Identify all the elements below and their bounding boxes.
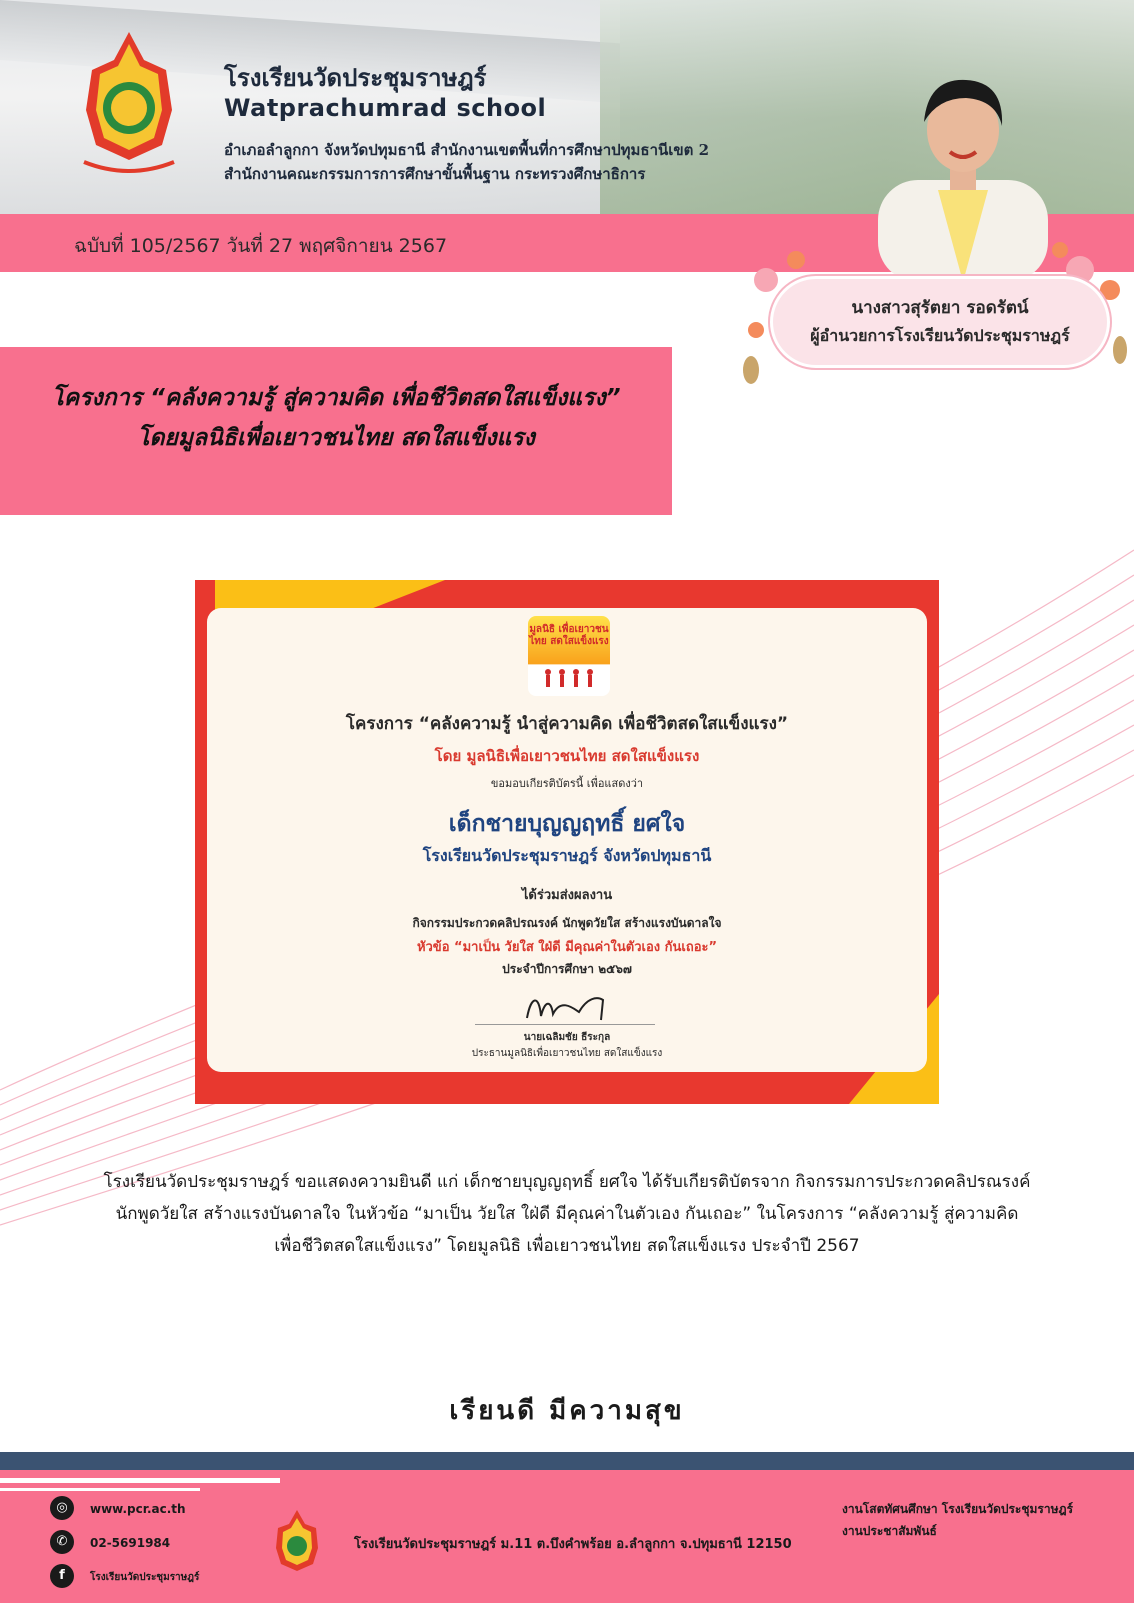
foundation-logo [528, 616, 610, 696]
project-title: โครงการ “คลังความรู้ สู่ความคิด เพื่อชีวิตสดใสแข็งแรง” [51, 385, 621, 411]
footer-department: งานโสตทัศนศึกษา โรงเรียนวัดประชุมราษฎร์ [842, 1502, 1074, 1516]
footer-phone[interactable]: 02-5691984 [90, 1536, 171, 1550]
certificate-image [195, 580, 939, 1104]
school-address-line1: อำเภอลำลูกกา จังหวัดปทุมธานี สำนักงานเขตพื้นที่การศึกษาปทุมธานีเขต 2 [224, 141, 710, 159]
certificate-organizer: โดย มูลนิธิเพื่อเยาวชนไทย สดใสแข็งแรง [434, 747, 700, 765]
globe-icon: ◎ [50, 1496, 74, 1520]
school-emblem-logo [74, 30, 184, 180]
footer-facebook[interactable]: โรงเรียนวัดประชุมราษฎร์ [90, 1572, 200, 1583]
jumping-kids-icon [540, 668, 598, 692]
certificate-activity: กิจกรรมประกวดคลิปรณรงค์ นักพูดวัยใส สร้างแรงบันดาลใจ [412, 916, 722, 930]
phone-icon: ✆ [50, 1530, 74, 1554]
certificate-intro: ขอมอบเกียรติบัตรนี้ เพื่อแสดงว่า [490, 777, 644, 790]
director-portrait [858, 60, 1068, 282]
signature-line [475, 1024, 655, 1025]
certificate-recipient: เด็กชายบุญญฤทธิ์ ยศใจ [448, 811, 686, 837]
foundation-logo-text: มูลนิธิ เพื่อเยาวชนไทย สดใสแข็งแรง [529, 624, 609, 647]
school-address-line2: สำนักงานคณะกรรมการการศึกษาขั้นพื้นฐาน กระทรวงศึกษาธิการ [224, 165, 646, 183]
footer-white-stripe [0, 1478, 280, 1483]
footer-pr-unit: งานประชาสัมพันธ์ [842, 1524, 937, 1538]
certificate-signer-title: ประธานมูลนิธิเพื่อเยาวชนไทย สดใสแข็งแรง [471, 1048, 663, 1059]
footer-address: โรงเรียนวัดประชุมราษฎร์ ม.11 ต.บึงคำพร้อย อ.ลำลูกกา จ.ปทุมธานี 12150 [354, 1537, 792, 1552]
certificate-year: ประจำปีการศึกษา ๒๕๖๗ [502, 962, 632, 976]
director-name-card [770, 276, 1110, 368]
issue-number-date: ฉบับที่ 105/2567 วันที่ 27 พฤศจิกายน 2567 [74, 235, 448, 257]
school-name-english: Watprachumrad school [224, 94, 547, 122]
footer-school-emblem [270, 1508, 324, 1580]
certificate-topic: หัวข้อ “มาเป็น วัยใส ใฝ่ดี มีคุณค่าในตัวเอง กันเถอะ” [416, 940, 718, 955]
project-organizer: โดยมูลนิธิเพื่อเยาวชนไทย สดใสแข็งแรง [137, 425, 535, 451]
school-name-thai: โรงเรียนวัดประชุมราษฎร์ [224, 64, 487, 92]
school-motto: เรียนดี มีความสุข [449, 1396, 685, 1426]
certificate-joined: ได้ร่วมส่งผลงาน [521, 888, 613, 903]
footer-website[interactable]: www.pcr.ac.th [90, 1502, 186, 1516]
certificate-title: โครงการ “คลังความรู้ นำสู่ความคิด เพื่อชีวิตสดใสแข็งแรง” [345, 714, 789, 734]
certificate-school: โรงเรียนวัดประชุมราษฎร์ จังหวัดปทุมธานี [422, 846, 712, 865]
director-title: ผู้อำนวยการโรงเรียนวัดประชุมราษฎร์ [810, 326, 1070, 345]
facebook-icon: f [50, 1564, 74, 1588]
signature-mark [517, 990, 617, 1024]
congratulation-paragraph: โรงเรียนวัดประชุมราษฎร์ ขอแสดงความยินดี แก่ เด็กชายบุญญฤทธิ์ ยศใจ ได้รับเกียรติบัตรจาก กิจกรรมการประกวดคลิปรณรงค์ นักพูดวัยใส สร้างแรงบันดาลใจ ในหัวข้อ “มาเป็น วัยใส ใฝ่ดี มีคุณค่าในตัวเอง กันเถอะ” ในโครงการ “คลังความรู้ สู่ความคิด เพื่อชีวิตสดใสแข็งแรง” โดยมูลนิธิ เพื่อเยาวชนไทย สดใสแข็งแรง ประจำปี 2567 [103, 1172, 1031, 1256]
footer-white-stripe-thin [0, 1488, 200, 1491]
certificate-signer: นายเฉลิมชัย ธีระกุล [523, 1032, 611, 1043]
director-name: นางสาวสุรัตยา รอดรัตน์ [851, 298, 1029, 318]
